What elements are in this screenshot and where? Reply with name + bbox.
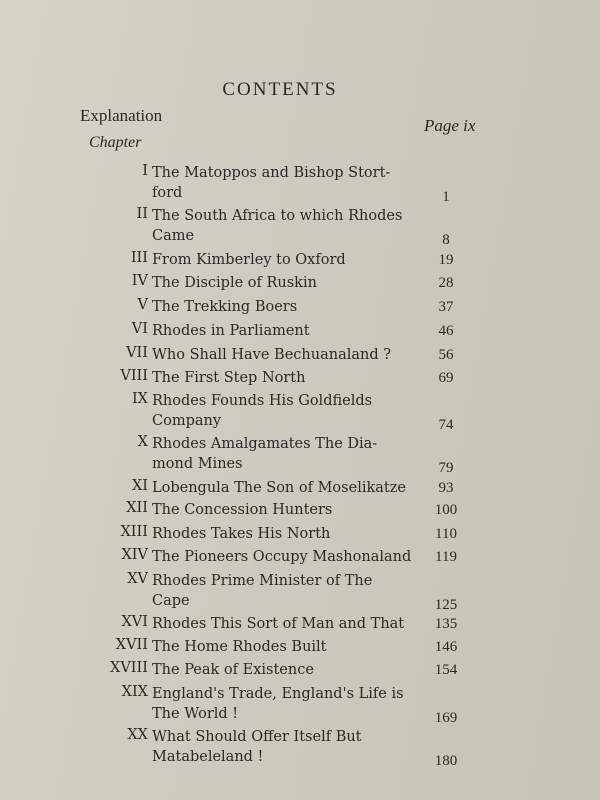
chapter-title-line: Lobengula The Son of Moselikatze: [152, 480, 406, 496]
chapter-title: [152, 321, 418, 341]
chapter-title: [152, 434, 418, 474]
chapter-title: [152, 684, 418, 724]
chapter-title: [152, 391, 418, 431]
page-number: 169: [434, 710, 458, 726]
chapter-title-line: What Should Offer Itself But: [152, 729, 362, 745]
chapter-number: II: [136, 206, 148, 222]
page-number: 125: [434, 597, 458, 613]
chapter-title: [152, 660, 418, 680]
chapter-title-line: Rhodes Prime Minister of The: [152, 573, 373, 589]
chapter-column-header: Chapter: [89, 134, 142, 151]
chapter-title-line: The World !: [152, 706, 239, 722]
page-number: 146: [434, 639, 458, 655]
page-number: 180: [434, 753, 458, 769]
chapter-title: [152, 273, 418, 293]
chapter-title-line: From Kimberley to Oxford: [152, 252, 346, 268]
page-number: 28: [438, 275, 454, 291]
chapter-title-line: Rhodes Amalgamates The Dia-: [152, 436, 378, 452]
chapter-number: III: [130, 250, 148, 266]
chapter-number: XVII: [115, 637, 148, 653]
chapter-title: [152, 250, 418, 270]
chapter-number: XVI: [121, 614, 148, 630]
chapter-number: XVIII: [110, 660, 148, 676]
page-number: 93: [438, 480, 454, 496]
page-number: 46: [438, 323, 454, 339]
chapter-title-line: ford: [152, 185, 183, 201]
chapter-number: XIX: [121, 684, 148, 700]
chapter-title: [152, 571, 418, 611]
chapter-title-line: Rhodes in Parliament: [152, 323, 310, 339]
chapter-title-line: Came: [152, 228, 195, 244]
chapter-title: [152, 614, 418, 634]
page-number: 79: [438, 460, 454, 476]
page-number: 19: [438, 252, 454, 268]
chapter-number: VIII: [120, 368, 148, 384]
chapter-number: XI: [131, 478, 148, 494]
page-number: 110: [435, 526, 457, 542]
chapter-title: [152, 345, 418, 365]
page-number: 74: [438, 417, 454, 433]
chapter-title: [152, 368, 418, 388]
chapter-title: [152, 478, 418, 498]
chapter-number: VII: [126, 345, 148, 361]
chapter-title: [152, 547, 418, 567]
chapter-number: XIII: [120, 524, 148, 540]
chapter-title-line: England's Trade, England's Life is: [152, 686, 404, 702]
chapter-title-line: Matabeleland !: [152, 749, 264, 765]
chapter-title: [152, 500, 418, 520]
chapter-title-line: The Home Rhodes Built: [152, 639, 327, 655]
chapter-number: IV: [131, 273, 148, 289]
chapter-number: XII: [126, 500, 148, 516]
chapter-title-line: mond Mines: [152, 456, 243, 472]
chapter-title-line: The Concession Hunters: [152, 502, 333, 518]
chapter-title-line: The Trekking Boers: [152, 299, 298, 315]
contents-title: CONTENTS: [222, 79, 338, 100]
page-number: 100: [434, 502, 458, 518]
chapter-title: [152, 727, 418, 767]
chapter-number: I: [142, 163, 148, 179]
chapter-number: V: [137, 297, 148, 313]
page-number: 154: [434, 662, 458, 678]
chapter-title-line: The Pioneers Occupy Mashonaland: [152, 549, 412, 565]
chapter-number: X: [137, 434, 148, 450]
chapter-title-line: The Matoppos and Bishop Stort-: [152, 165, 391, 181]
chapter-number: XV: [127, 571, 148, 587]
chapter-title: [152, 297, 418, 317]
page-column-header: Page ix: [424, 116, 476, 135]
page-number: 56: [438, 347, 454, 363]
chapter-title-line: Cape: [152, 593, 190, 609]
chapter-title-line: Who Shall Have Bechuanaland ?: [152, 347, 392, 363]
chapter-number: IX: [131, 391, 148, 407]
chapter-title-line: Rhodes Founds His Goldfields: [152, 393, 373, 409]
chapter-title: [152, 163, 418, 203]
page-number: 135: [434, 616, 458, 632]
chapter-title-line: The Disciple of Ruskin: [152, 275, 317, 291]
page-number: 37: [438, 299, 454, 315]
chapter-number: XIV: [121, 547, 148, 563]
page-number: 69: [438, 370, 454, 386]
page-number: 119: [435, 549, 457, 565]
chapter-title: [152, 524, 418, 544]
chapter-title-line: Company: [152, 413, 222, 429]
page-number: 1: [442, 189, 450, 205]
chapter-title-line: The Peak of Existence: [152, 662, 314, 678]
chapter-title: [152, 637, 418, 657]
chapter-title: [152, 206, 418, 246]
chapter-number: XX: [127, 727, 148, 743]
explanation-entry: Explanation: [80, 106, 163, 125]
chapter-number: VI: [131, 321, 148, 337]
chapter-title-line: Rhodes Takes His North: [152, 526, 331, 542]
chapter-title-line: The South Africa to which Rhodes: [152, 208, 403, 224]
page-number: 8: [442, 232, 450, 248]
chapter-title-line: The First Step North: [152, 370, 306, 386]
chapter-title-line: Rhodes This Sort of Man and That: [152, 616, 405, 632]
